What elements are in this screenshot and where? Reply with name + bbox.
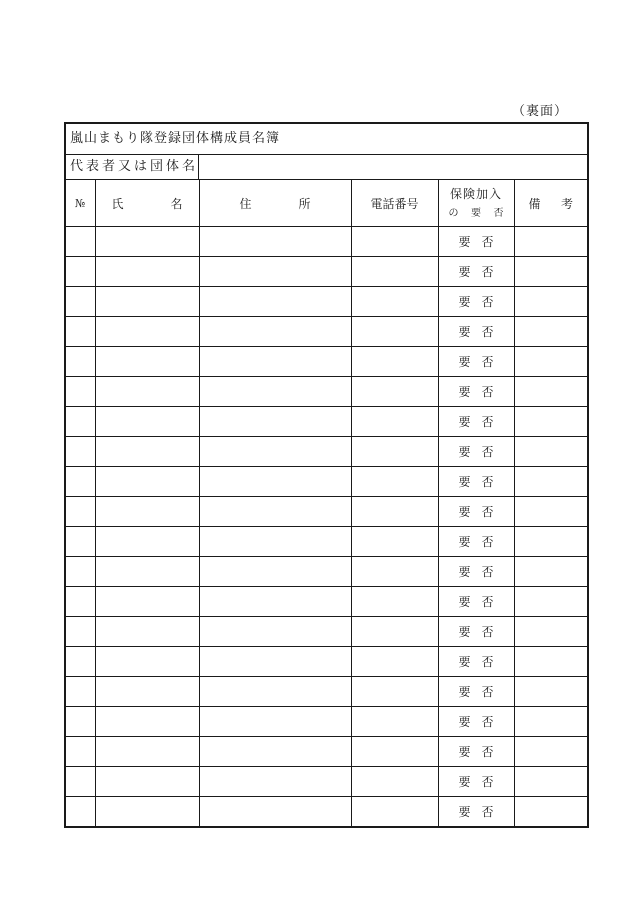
cell-name[interactable]: [95, 377, 199, 407]
cell-name[interactable]: [95, 707, 199, 737]
cell-address[interactable]: [199, 647, 351, 677]
table-row: [66, 527, 587, 557]
insurance-option-yes[interactable]: 要: [458, 805, 471, 819]
insurance-option-yes[interactable]: 要: [458, 685, 471, 699]
insurance-option-yes[interactable]: 要: [458, 505, 471, 519]
cell-insurance[interactable]: [438, 257, 514, 287]
cell-no[interactable]: [66, 527, 95, 557]
insurance-option-yes[interactable]: 要: [458, 355, 471, 369]
member-table: [66, 180, 587, 826]
cell-address[interactable]: [199, 497, 351, 527]
form-title: 嵐山まもり隊登録団体構成員名簿: [66, 124, 587, 155]
cell-address[interactable]: [199, 797, 351, 827]
cell-address[interactable]: [199, 617, 351, 647]
cell-address[interactable]: [199, 707, 351, 737]
cell-remarks[interactable]: [514, 227, 587, 257]
cell-insurance[interactable]: [438, 707, 514, 737]
cell-name[interactable]: [95, 287, 199, 317]
cell-name[interactable]: [95, 677, 199, 707]
cell-no[interactable]: [66, 587, 95, 617]
cell-insurance[interactable]: [438, 347, 514, 377]
header-insurance-bottom: の 要 否: [448, 208, 504, 219]
cell-insurance[interactable]: [438, 467, 514, 497]
cell-address[interactable]: [199, 377, 351, 407]
cell-insurance[interactable]: [438, 227, 514, 257]
cell-phone[interactable]: [351, 227, 438, 257]
cell-insurance[interactable]: [438, 737, 514, 767]
insurance-option-no[interactable]: 否: [481, 805, 494, 819]
cell-remarks[interactable]: [514, 737, 587, 767]
cell-phone[interactable]: [351, 497, 438, 527]
header-remarks-part1: 備: [528, 196, 541, 211]
cell-no[interactable]: [66, 257, 95, 287]
cell-address[interactable]: [199, 287, 351, 317]
insurance-option-no[interactable]: 否: [481, 295, 494, 309]
cell-phone[interactable]: [351, 617, 438, 647]
insurance-option-no[interactable]: 否: [481, 565, 494, 579]
table-row: [66, 767, 587, 797]
member-roster-form: [64, 122, 589, 828]
cell-phone[interactable]: [351, 557, 438, 587]
insurance-option-yes[interactable]: 要: [458, 325, 471, 339]
insurance-option-yes[interactable]: 要: [458, 715, 471, 729]
insurance-option-no[interactable]: 否: [481, 595, 494, 609]
header-name: [95, 180, 199, 227]
insurance-option-no[interactable]: 否: [481, 385, 494, 399]
header-name-part1: 氏: [111, 196, 124, 211]
cell-address[interactable]: [199, 437, 351, 467]
table-header-row: [66, 180, 587, 227]
header-remarks-part2: 考: [560, 196, 573, 211]
insurance-option-yes[interactable]: 要: [458, 625, 471, 639]
cell-no[interactable]: [66, 437, 95, 467]
cell-remarks[interactable]: [514, 677, 587, 707]
cell-insurance[interactable]: [438, 647, 514, 677]
insurance-option-no[interactable]: 否: [481, 715, 494, 729]
cell-name[interactable]: [95, 647, 199, 677]
table-row: [66, 707, 587, 737]
cell-remarks[interactable]: [514, 437, 587, 467]
representative-label: 代表者又は団体名: [66, 155, 199, 179]
cell-name[interactable]: [95, 587, 199, 617]
table-row: [66, 467, 587, 497]
cell-name[interactable]: [95, 557, 199, 587]
cell-remarks[interactable]: [514, 287, 587, 317]
cell-address[interactable]: [199, 767, 351, 797]
insurance-option-no[interactable]: 否: [481, 355, 494, 369]
cell-phone[interactable]: [351, 467, 438, 497]
cell-remarks[interactable]: [514, 347, 587, 377]
cell-name[interactable]: [95, 497, 199, 527]
header-name-part2: 名: [170, 196, 183, 211]
cell-name[interactable]: [95, 467, 199, 497]
representative-row: [66, 155, 587, 180]
table-row: [66, 677, 587, 707]
cell-phone[interactable]: [351, 407, 438, 437]
cell-no[interactable]: [66, 617, 95, 647]
table-row: [66, 347, 587, 377]
insurance-option-no[interactable]: 否: [481, 655, 494, 669]
cell-no[interactable]: [66, 767, 95, 797]
cell-address[interactable]: [199, 227, 351, 257]
cell-no[interactable]: [66, 347, 95, 377]
cell-insurance[interactable]: [438, 377, 514, 407]
cell-address[interactable]: [199, 737, 351, 767]
table-row: [66, 287, 587, 317]
insurance-option-no[interactable]: 否: [481, 325, 494, 339]
cell-phone[interactable]: [351, 737, 438, 767]
cell-insurance[interactable]: [438, 497, 514, 527]
cell-insurance[interactable]: [438, 797, 514, 827]
insurance-option-no[interactable]: 否: [481, 685, 494, 699]
header-insurance: [438, 180, 514, 227]
insurance-option-yes[interactable]: 要: [458, 565, 471, 579]
header-remarks: [514, 180, 587, 227]
cell-address[interactable]: [199, 467, 351, 497]
cell-remarks[interactable]: [514, 797, 587, 827]
cell-no[interactable]: [66, 407, 95, 437]
insurance-option-no[interactable]: 否: [481, 625, 494, 639]
cell-phone[interactable]: [351, 587, 438, 617]
insurance-option-no[interactable]: 否: [481, 745, 494, 759]
insurance-option-yes[interactable]: 要: [458, 445, 471, 459]
cell-name[interactable]: [95, 767, 199, 797]
cell-no[interactable]: [66, 557, 95, 587]
table-row: [66, 587, 587, 617]
table-row: [66, 617, 587, 647]
cell-remarks[interactable]: [514, 707, 587, 737]
cell-remarks[interactable]: [514, 257, 587, 287]
cell-insurance[interactable]: [438, 617, 514, 647]
cell-name[interactable]: [95, 257, 199, 287]
cell-phone[interactable]: [351, 707, 438, 737]
page-side-label: （裏面）: [512, 104, 569, 119]
table-row: [66, 407, 587, 437]
cell-no[interactable]: [66, 227, 95, 257]
cell-phone[interactable]: [351, 527, 438, 557]
cell-phone[interactable]: [351, 317, 438, 347]
header-address: [199, 180, 351, 227]
cell-address[interactable]: [199, 407, 351, 437]
insurance-option-yes[interactable]: 要: [458, 415, 471, 429]
cell-address[interactable]: [199, 317, 351, 347]
cell-no[interactable]: [66, 677, 95, 707]
cell-name[interactable]: [95, 407, 199, 437]
insurance-option-yes[interactable]: 要: [458, 595, 471, 609]
cell-address[interactable]: [199, 587, 351, 617]
header-phone: 電話番号: [351, 180, 438, 227]
cell-remarks[interactable]: [514, 767, 587, 797]
cell-remarks[interactable]: [514, 317, 587, 347]
cell-insurance[interactable]: [438, 407, 514, 437]
insurance-option-no[interactable]: 否: [481, 535, 494, 549]
table-row: [66, 257, 587, 287]
cell-insurance[interactable]: [438, 287, 514, 317]
cell-address[interactable]: [199, 347, 351, 377]
insurance-option-yes[interactable]: 要: [458, 265, 471, 279]
insurance-option-no[interactable]: 否: [481, 415, 494, 429]
cell-address[interactable]: [199, 527, 351, 557]
insurance-option-yes[interactable]: 要: [458, 295, 471, 309]
cell-remarks[interactable]: [514, 527, 587, 557]
cell-no[interactable]: [66, 467, 95, 497]
insurance-option-yes[interactable]: 要: [458, 535, 471, 549]
cell-address[interactable]: [199, 557, 351, 587]
cell-remarks[interactable]: [514, 557, 587, 587]
cell-phone[interactable]: [351, 257, 438, 287]
cell-name[interactable]: [95, 317, 199, 347]
cell-name[interactable]: [95, 797, 199, 827]
cell-address[interactable]: [199, 257, 351, 287]
cell-no[interactable]: [66, 497, 95, 527]
representative-field[interactable]: [199, 155, 587, 179]
insurance-option-yes[interactable]: 要: [458, 385, 471, 399]
cell-remarks[interactable]: [514, 497, 587, 527]
cell-insurance[interactable]: [438, 557, 514, 587]
insurance-option-yes[interactable]: 要: [458, 235, 471, 249]
insurance-option-yes[interactable]: 要: [458, 655, 471, 669]
table-row: [66, 437, 587, 467]
cell-name[interactable]: [95, 227, 199, 257]
cell-remarks[interactable]: [514, 377, 587, 407]
table-row: [66, 497, 587, 527]
cell-no[interactable]: [66, 797, 95, 827]
insurance-option-no[interactable]: 否: [481, 475, 494, 489]
cell-name[interactable]: [95, 347, 199, 377]
insurance-option-yes[interactable]: 要: [458, 745, 471, 759]
insurance-option-no[interactable]: 否: [481, 235, 494, 249]
insurance-option-no[interactable]: 否: [481, 775, 494, 789]
cell-no[interactable]: [66, 737, 95, 767]
cell-name[interactable]: [95, 527, 199, 557]
insurance-option-yes[interactable]: 要: [458, 475, 471, 489]
table-row: [66, 557, 587, 587]
cell-insurance[interactable]: [438, 437, 514, 467]
cell-phone[interactable]: [351, 797, 438, 827]
cell-remarks[interactable]: [514, 587, 587, 617]
table-row: [66, 317, 587, 347]
cell-address[interactable]: [199, 677, 351, 707]
cell-phone[interactable]: [351, 677, 438, 707]
header-address-part1: 住: [239, 196, 252, 211]
cell-phone[interactable]: [351, 377, 438, 407]
cell-no[interactable]: [66, 287, 95, 317]
table-row: [66, 797, 587, 827]
cell-insurance[interactable]: [438, 767, 514, 797]
cell-remarks[interactable]: [514, 407, 587, 437]
cell-phone[interactable]: [351, 437, 438, 467]
header-insurance-top: 保険加入: [449, 187, 502, 201]
cell-insurance[interactable]: [438, 677, 514, 707]
table-row: [66, 227, 587, 257]
cell-no[interactable]: [66, 647, 95, 677]
cell-name[interactable]: [95, 437, 199, 467]
cell-remarks[interactable]: [514, 467, 587, 497]
table-row: [66, 737, 587, 767]
cell-phone[interactable]: [351, 287, 438, 317]
insurance-option-no[interactable]: 否: [481, 265, 494, 279]
cell-insurance[interactable]: [438, 527, 514, 557]
cell-name[interactable]: [95, 737, 199, 767]
insurance-option-yes[interactable]: 要: [458, 775, 471, 789]
cell-name[interactable]: [95, 617, 199, 647]
header-no: №: [66, 180, 95, 227]
cell-insurance[interactable]: [438, 587, 514, 617]
cell-remarks[interactable]: [514, 647, 587, 677]
cell-phone[interactable]: [351, 647, 438, 677]
table-row: [66, 647, 587, 677]
cell-phone[interactable]: [351, 347, 438, 377]
cell-no[interactable]: [66, 377, 95, 407]
cell-no[interactable]: [66, 317, 95, 347]
table-row: [66, 377, 587, 407]
insurance-option-no[interactable]: 否: [481, 505, 494, 519]
cell-insurance[interactable]: [438, 317, 514, 347]
cell-remarks[interactable]: [514, 617, 587, 647]
cell-no[interactable]: [66, 707, 95, 737]
cell-phone[interactable]: [351, 767, 438, 797]
header-address-part2: 所: [298, 196, 311, 211]
insurance-option-no[interactable]: 否: [481, 445, 494, 459]
